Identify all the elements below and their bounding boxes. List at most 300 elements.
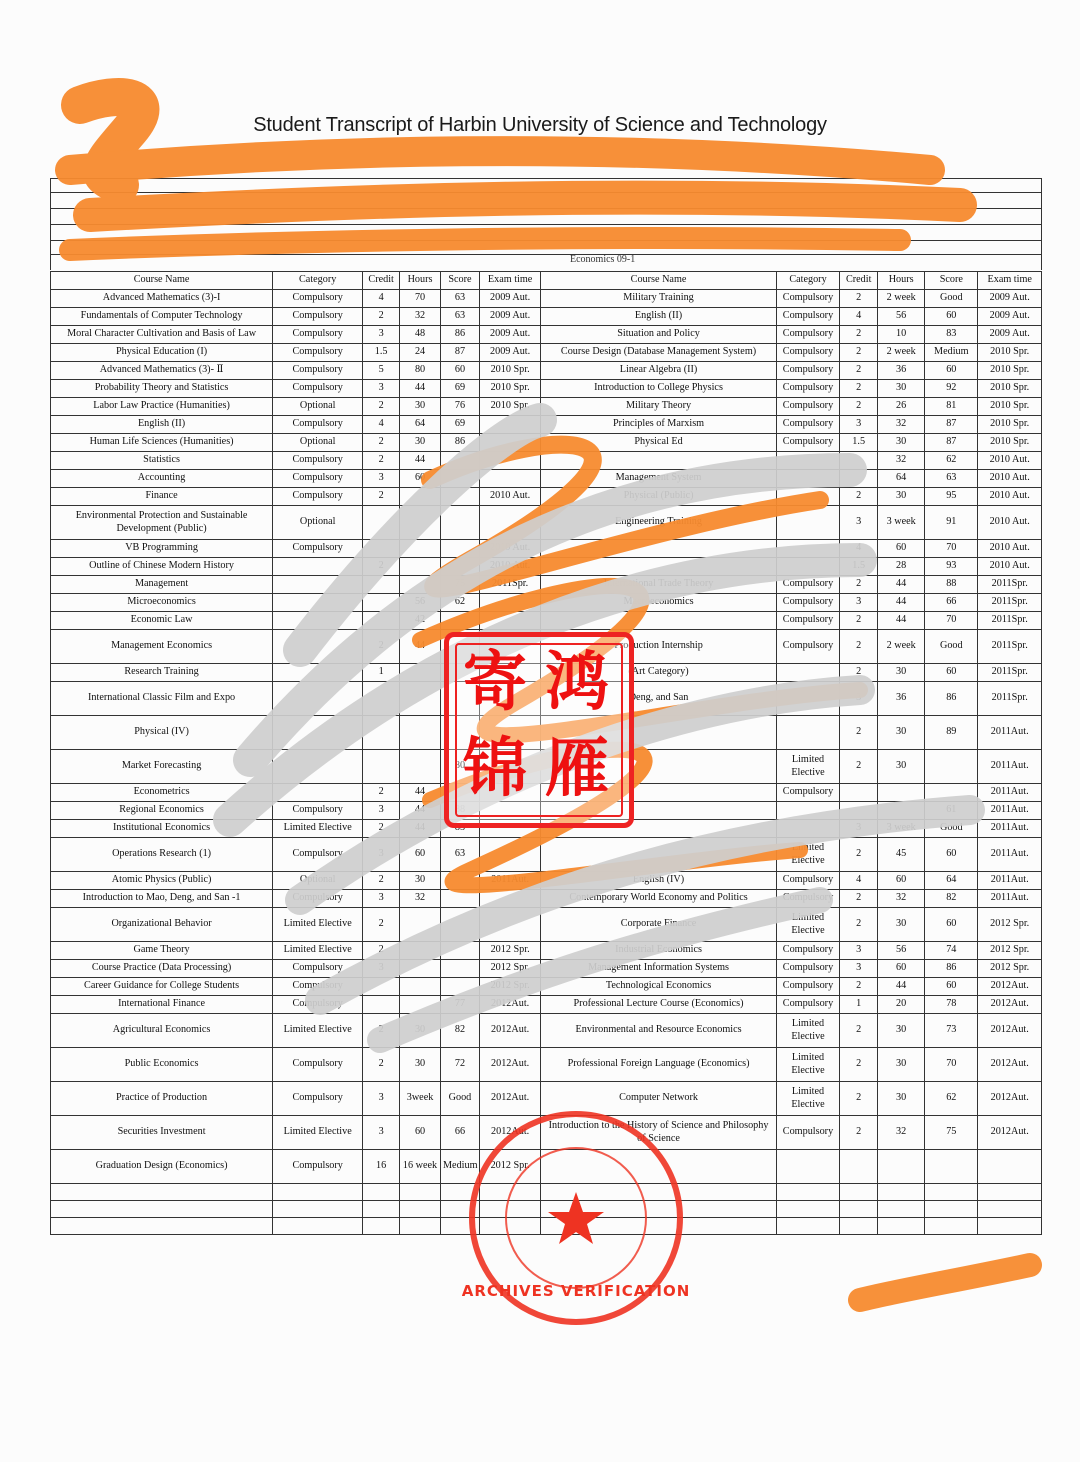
- cell-category: Limited Elective: [776, 1082, 839, 1116]
- cell-exam-time: 2010 Aut.: [978, 506, 1042, 540]
- cell-category: Compulsory: [776, 380, 839, 398]
- cell-score: [441, 872, 480, 890]
- cell-exam-time: 2010 Aut.: [479, 540, 540, 558]
- cell-exam-time: 2012Aut.: [978, 1048, 1042, 1082]
- cell-credit: 2: [840, 890, 878, 908]
- cell-score: 66: [925, 594, 978, 612]
- cell-score: 86: [925, 682, 978, 716]
- cell-hours: 45: [878, 838, 925, 872]
- cell-hours: 30: [400, 434, 441, 452]
- cell-score: 69: [441, 380, 480, 398]
- cell-credit: 1.5: [840, 434, 878, 452]
- cell-category: Compulsory: [776, 996, 839, 1014]
- cell-course-name: Accounting: [51, 470, 273, 488]
- cell-hours: [400, 908, 441, 942]
- cell-category: Compulsory: [776, 308, 839, 326]
- cell-exam-time: [479, 506, 540, 540]
- cell-course-name: Introduction to College Physics: [541, 380, 776, 398]
- cell-hours: [400, 978, 441, 996]
- cell-category: [776, 682, 839, 716]
- cell-hours: 30: [878, 380, 925, 398]
- cell-hours: 70: [400, 290, 441, 308]
- cell-hours: [400, 682, 441, 716]
- table-row: [51, 506, 1042, 540]
- cell-score: 74: [925, 942, 978, 960]
- table-row: [51, 308, 1042, 326]
- cell-exam-time: 2011Aut.: [978, 820, 1042, 838]
- cell-score: 83: [925, 326, 978, 344]
- cell-credit: [840, 1150, 878, 1184]
- cell-category: Compulsory: [776, 890, 839, 908]
- cell-score: 72: [441, 1048, 480, 1082]
- cell-exam-time: 2009 Aut.: [479, 290, 540, 308]
- cell-category: Compulsory: [776, 978, 839, 996]
- cell-exam-time: 2011Aut.: [978, 872, 1042, 890]
- cell-category: [273, 612, 363, 630]
- cell-credit: [363, 750, 400, 784]
- cell-score: Good: [441, 1082, 480, 1116]
- cell-hours: 32: [878, 416, 925, 434]
- cell-category: Compulsory: [273, 960, 363, 978]
- cell-category: Compulsory: [273, 470, 363, 488]
- cell-course-name: International Classic Film and Expo: [51, 682, 273, 716]
- cell-score: 60: [925, 908, 978, 942]
- cell-credit: 5: [363, 362, 400, 380]
- cell-credit: 3: [840, 820, 878, 838]
- cell-course-name: International Trade Theory: [541, 576, 776, 594]
- cell-hours: [400, 664, 441, 682]
- cell-hours: 32: [400, 890, 441, 908]
- cell-category: Compulsory: [273, 1048, 363, 1082]
- cell-credit: 2: [363, 1014, 400, 1048]
- cell-exam-time: 2011Spr.: [978, 664, 1042, 682]
- cell-category: [776, 820, 839, 838]
- cell-exam-time: [479, 890, 540, 908]
- cell-score: 75: [441, 576, 480, 594]
- cell-hours: 36: [878, 682, 925, 716]
- cell-exam-time: 2011Spr.: [978, 630, 1042, 664]
- cell-category: [776, 716, 839, 750]
- cell-hours: 24: [400, 344, 441, 362]
- cell-category: Limited Elective: [273, 1014, 363, 1048]
- cell-hours: 80: [400, 362, 441, 380]
- cell-exam-time: 2011Aut.: [978, 784, 1042, 802]
- cell-course-name: Macroeconomics: [541, 594, 776, 612]
- cell-category: [273, 576, 363, 594]
- cell-category: [776, 540, 839, 558]
- cell-hours: [400, 506, 441, 540]
- cell-category: Compulsory: [273, 488, 363, 506]
- cell-exam-time: 2012Aut.: [479, 996, 540, 1014]
- table-row: [51, 540, 1042, 558]
- cell-course-name: Advanced Mathematics (3)- Ⅱ: [51, 362, 273, 380]
- cell-credit: [363, 612, 400, 630]
- cell-course-name: English (II): [541, 308, 776, 326]
- cell-credit: 2: [840, 1014, 878, 1048]
- table-row: [51, 960, 1042, 978]
- cell-category: Compulsory: [776, 416, 839, 434]
- header-exam-time: Exam time: [479, 272, 540, 290]
- header-course-name: Course Name: [541, 272, 776, 290]
- cell-score: 60: [925, 838, 978, 872]
- cell-score: 87: [925, 416, 978, 434]
- star-icon: [548, 1192, 604, 1244]
- cell-hours: 32: [400, 308, 441, 326]
- table-row: [51, 594, 1042, 612]
- cell-category: Compulsory: [776, 326, 839, 344]
- cell-credit: 4: [840, 308, 878, 326]
- cell-course-name: Physical (IV): [51, 716, 273, 750]
- cell-course-name: Military Theory: [541, 398, 776, 416]
- cell-credit: 2: [363, 452, 400, 470]
- cell-credit: 2: [840, 1082, 878, 1116]
- header-score: Score: [925, 272, 978, 290]
- cell-exam-time: 2012Aut.: [978, 1116, 1042, 1150]
- cell-hours: [400, 960, 441, 978]
- cell-course-name: Physical Ed: [541, 434, 776, 452]
- cell-exam-time: 2011Aut.: [978, 890, 1042, 908]
- blank-cell: [840, 1184, 878, 1201]
- cell-exam-time: 2011Aut.: [978, 750, 1042, 784]
- cell-course-name: Situation and Policy: [541, 326, 776, 344]
- cell-hours: 30: [878, 908, 925, 942]
- cell-exam-time: 2010 Aut.: [978, 558, 1042, 576]
- cell-score: 62: [925, 1082, 978, 1116]
- cell-hours: 44: [400, 452, 441, 470]
- cell-credit: 2: [840, 750, 878, 784]
- header-exam-time: Exam time: [978, 272, 1042, 290]
- cell-category: [776, 452, 839, 470]
- cell-category: Compulsory: [273, 326, 363, 344]
- cell-category: Compulsory: [776, 362, 839, 380]
- cell-course-name: [541, 452, 776, 470]
- cell-exam-time: 2010 Spr.: [978, 416, 1042, 434]
- table-row: [51, 470, 1042, 488]
- cell-hours: 30: [400, 1014, 441, 1048]
- cell-score: 61: [925, 802, 978, 820]
- cell-exam-time: 2011Aut.: [978, 838, 1042, 872]
- cell-category: [273, 664, 363, 682]
- archives-seal: [462, 1106, 690, 1330]
- cell-category: [273, 558, 363, 576]
- cell-hours: 56: [878, 308, 925, 326]
- cell-category: Limited Elective: [273, 820, 363, 838]
- cell-score: [441, 470, 480, 488]
- cell-category: Compulsory: [273, 290, 363, 308]
- cell-course-name: Finance: [51, 488, 273, 506]
- table-row: [51, 890, 1042, 908]
- table-row: [51, 452, 1042, 470]
- cell-category: Compulsory: [273, 452, 363, 470]
- cell-score: 73: [925, 1014, 978, 1048]
- cell-exam-time: 2011Spr.: [978, 594, 1042, 612]
- cell-credit: 1: [363, 664, 400, 682]
- cell-credit: [363, 978, 400, 996]
- cell-course-name: Public Economics: [51, 1048, 273, 1082]
- cell-course-name: [541, 838, 776, 872]
- document-title: Student Transcript of Harbin University of Science and Technology: [253, 114, 827, 136]
- cell-hours: 60: [878, 540, 925, 558]
- cell-category: Compulsory: [776, 434, 839, 452]
- table-row: [51, 1014, 1042, 1048]
- cell-exam-time: 2012Aut.: [978, 1082, 1042, 1116]
- cell-credit: 2: [363, 784, 400, 802]
- cell-credit: 2: [840, 576, 878, 594]
- cell-course-name: Engineering Training: [541, 506, 776, 540]
- stamp-char: 鸿: [545, 646, 609, 720]
- cell-category: Compulsory: [776, 594, 839, 612]
- table-row: [51, 488, 1042, 506]
- cell-exam-time: 2010 Aut.: [978, 452, 1042, 470]
- cell-course-name: International Finance: [51, 996, 273, 1014]
- cell-course-name: Production Internship: [541, 630, 776, 664]
- cell-score: 86: [925, 960, 978, 978]
- cell-hours: 2 week: [878, 630, 925, 664]
- cell-exam-time: 2009 Aut.: [978, 290, 1042, 308]
- cell-exam-time: 2009 Aut.: [479, 326, 540, 344]
- cell-hours: 32: [878, 452, 925, 470]
- red-stamp: [444, 632, 634, 828]
- cell-category: Compulsory: [776, 872, 839, 890]
- cell-category: [776, 802, 839, 820]
- cell-course-name: Professional Lecture Course (Economics): [541, 996, 776, 1014]
- cell-score: [925, 750, 978, 784]
- cell-exam-time: 2012 Spr.: [978, 960, 1042, 978]
- cell-exam-time: 2010 Aut.: [978, 470, 1042, 488]
- cell-exam-time: [479, 470, 540, 488]
- cell-score: Good: [925, 820, 978, 838]
- cell-course-name: [541, 612, 776, 630]
- table-row: [51, 326, 1042, 344]
- cell-exam-time: 2012Aut.: [978, 1014, 1042, 1048]
- blank-cell: [400, 1201, 441, 1218]
- cell-course-name: Graduation Design (Economics): [51, 1150, 273, 1184]
- cell-score: [441, 960, 480, 978]
- cell-score: 60: [925, 362, 978, 380]
- cell-category: Optional: [273, 872, 363, 890]
- cell-exam-time: 2010 Spr.: [978, 434, 1042, 452]
- cell-category: [776, 470, 839, 488]
- cell-hours: 56: [878, 942, 925, 960]
- blank-cell: [925, 1201, 978, 1218]
- blank-cell: [51, 1201, 273, 1218]
- cell-hours: 44: [400, 820, 441, 838]
- cell-score: 70: [925, 540, 978, 558]
- cell-exam-time: 2012Aut.: [479, 1014, 540, 1048]
- cell-exam-time: 2010 Aut.: [479, 488, 540, 506]
- table-row: [51, 942, 1042, 960]
- cell-credit: [363, 716, 400, 750]
- cell-credit: 2: [363, 872, 400, 890]
- cell-credit: 2: [840, 326, 878, 344]
- cell-course-name: Technological Economics: [541, 978, 776, 996]
- cell-course-name: (Art Category): [541, 664, 776, 682]
- cell-hours: [878, 784, 925, 802]
- cell-score: 93: [925, 558, 978, 576]
- cell-credit: 4: [363, 290, 400, 308]
- cell-credit: 2: [840, 716, 878, 750]
- cell-exam-time: 2009 Aut.: [479, 344, 540, 362]
- blank-cell: [273, 1218, 363, 1235]
- cell-category: [776, 488, 839, 506]
- stamp-char: 锦: [463, 732, 527, 806]
- cell-hours: 44: [878, 594, 925, 612]
- blank-cell: [363, 1201, 400, 1218]
- cell-exam-time: 2012 Spr.: [479, 1150, 540, 1184]
- blank-cell: [978, 1218, 1042, 1235]
- cell-category: Compulsory: [273, 308, 363, 326]
- blank-cell: [840, 1218, 878, 1235]
- cell-score: 63: [925, 470, 978, 488]
- cell-category: Compulsory: [273, 380, 363, 398]
- blank-cell: [776, 1184, 839, 1201]
- blank-cell: [400, 1218, 441, 1235]
- cell-hours: 56: [400, 594, 441, 612]
- cell-credit: 3: [363, 802, 400, 820]
- cell-score: 60: [925, 978, 978, 996]
- cell-hours: 30: [400, 872, 441, 890]
- cell-exam-time: [479, 908, 540, 942]
- cell-hours: 28: [878, 558, 925, 576]
- table-row: [51, 612, 1042, 630]
- stamp-char: 寄: [463, 646, 527, 720]
- table-row: [51, 838, 1042, 872]
- cell-course-name: Probability Theory and Statistics: [51, 380, 273, 398]
- cell-hours: 32: [878, 1116, 925, 1150]
- cell-hours: 3 week: [878, 506, 925, 540]
- cell-course-name: Econometrics: [51, 784, 273, 802]
- cell-course-name: Market Forecasting: [51, 750, 273, 784]
- cell-credit: [363, 576, 400, 594]
- cell-course-name: Management: [51, 576, 273, 594]
- cell-course-name: Contemporary World Economy and Politics: [541, 890, 776, 908]
- cell-credit: 3: [840, 506, 878, 540]
- cell-credit: 2: [363, 434, 400, 452]
- cell-category: Limited Elective: [776, 838, 839, 872]
- cell-credit: [840, 452, 878, 470]
- cell-category: Compulsory: [273, 1082, 363, 1116]
- cell-credit: 3: [840, 416, 878, 434]
- cell-category: [776, 664, 839, 682]
- cell-category: Compulsory: [273, 802, 363, 820]
- cell-score: 78: [925, 996, 978, 1014]
- table-row: [51, 416, 1042, 434]
- blank-cell: [878, 1218, 925, 1235]
- cell-hours: [400, 576, 441, 594]
- cell-credit: [363, 682, 400, 716]
- cell-hours: 2 week: [878, 344, 925, 362]
- cell-credit: 2: [363, 942, 400, 960]
- cell-score: 62: [441, 594, 480, 612]
- cell-score: [441, 942, 480, 960]
- cell-credit: [840, 784, 878, 802]
- cell-credit: 4: [363, 416, 400, 434]
- cell-score: 76: [441, 398, 480, 416]
- cell-score: [441, 612, 480, 630]
- cell-course-name: Deng, and San: [541, 682, 776, 716]
- header-hours: Hours: [878, 272, 925, 290]
- cell-exam-time: [978, 1150, 1042, 1184]
- header-category: Category: [776, 272, 839, 290]
- cell-credit: 3: [363, 838, 400, 872]
- cell-category: Compulsory: [273, 416, 363, 434]
- cell-credit: 3: [840, 682, 878, 716]
- cell-score: 70: [925, 1048, 978, 1082]
- cell-category: Compulsory: [776, 398, 839, 416]
- blank-cell: [273, 1184, 363, 1201]
- cell-course-name: Principles of Marxism: [541, 416, 776, 434]
- table-row: [51, 434, 1042, 452]
- header-credit: Credit: [840, 272, 878, 290]
- table-row: [51, 872, 1042, 890]
- cell-exam-time: 2011Aut.: [978, 716, 1042, 750]
- cell-credit: 2: [840, 838, 878, 872]
- cell-category: Limited Elective: [273, 1116, 363, 1150]
- cell-hours: 42: [400, 612, 441, 630]
- cell-course-name: VB Programming: [51, 540, 273, 558]
- cell-category: Limited Elective: [776, 1048, 839, 1082]
- cell-credit: 2: [363, 908, 400, 942]
- cell-category: Compulsory: [273, 540, 363, 558]
- cell-score: 75: [925, 1116, 978, 1150]
- cell-hours: [878, 802, 925, 820]
- cell-score: 60: [925, 308, 978, 326]
- cell-hours: 26: [878, 398, 925, 416]
- cell-credit: 2: [840, 1116, 878, 1150]
- cell-credit: 2: [840, 380, 878, 398]
- cell-category: Compulsory: [776, 576, 839, 594]
- blank-cell: [925, 1218, 978, 1235]
- cell-hours: 60: [400, 1116, 441, 1150]
- cell-hours: 44: [400, 630, 441, 664]
- cell-hours: 36: [878, 362, 925, 380]
- blank-cell: [840, 1201, 878, 1218]
- blank-cell: [925, 1184, 978, 1201]
- cell-exam-time: 2011Spr.: [978, 682, 1042, 716]
- cell-score: 95: [925, 488, 978, 506]
- cell-hours: 60: [878, 872, 925, 890]
- cell-score: 89: [925, 716, 978, 750]
- cell-exam-time: 2012Aut.: [978, 978, 1042, 996]
- cell-credit: 1.5: [840, 558, 878, 576]
- cell-course-name: Introduction to Mao, Deng, and San -1: [51, 890, 273, 908]
- cell-credit: 2: [363, 820, 400, 838]
- cell-course-name: Corporate Finance: [541, 908, 776, 942]
- cell-exam-time: 2011Aut.: [479, 872, 540, 890]
- cell-credit: 2: [840, 398, 878, 416]
- cell-course-name: Professional Foreign Language (Economics): [541, 1048, 776, 1082]
- cell-category: [776, 558, 839, 576]
- cell-exam-time: 2012Aut.: [479, 1048, 540, 1082]
- cell-category: Compulsory: [776, 784, 839, 802]
- cell-credit: 3: [840, 942, 878, 960]
- cell-hours: [400, 558, 441, 576]
- cell-score: 88: [925, 576, 978, 594]
- cell-hours: [400, 716, 441, 750]
- cell-score: [925, 1150, 978, 1184]
- cell-exam-time: 2010 Aut.: [978, 540, 1042, 558]
- cell-category: Compulsory: [273, 996, 363, 1014]
- cell-hours: 3week: [400, 1082, 441, 1116]
- cell-category: [273, 750, 363, 784]
- cell-credit: 2: [840, 630, 878, 664]
- cell-category: Limited Elective: [776, 908, 839, 942]
- blank-cell: [878, 1201, 925, 1218]
- cell-hours: 44: [878, 978, 925, 996]
- cell-credit: 2: [840, 290, 878, 308]
- cell-hours: 64: [400, 416, 441, 434]
- blank-cell: [400, 1184, 441, 1201]
